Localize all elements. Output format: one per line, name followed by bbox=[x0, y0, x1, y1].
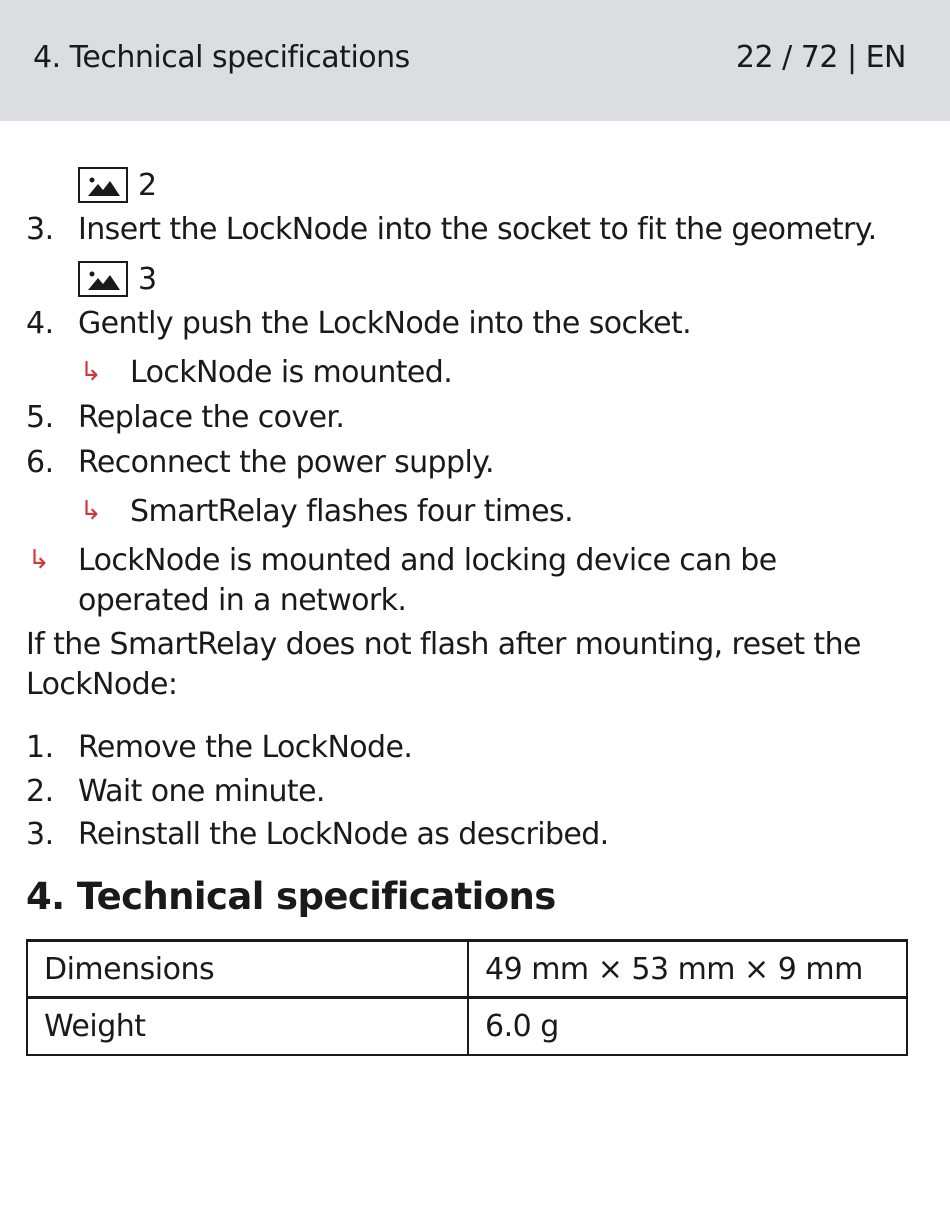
step-text: Replace the cover. bbox=[78, 400, 345, 435]
final-result-line-2: operated in a network. bbox=[78, 583, 407, 618]
step-number: 1. bbox=[26, 730, 54, 765]
image-reference-number: 3 bbox=[138, 262, 158, 297]
header-page-number: 22 / 72 | EN bbox=[735, 40, 906, 75]
result-arrow-icon: ↳ bbox=[28, 545, 50, 575]
step-number: 4. bbox=[26, 306, 54, 341]
table-row bbox=[27, 998, 907, 1055]
spec-value: 6.0 g bbox=[468, 998, 907, 1055]
step-result-text: SmartRelay flashes four times. bbox=[130, 494, 574, 529]
step-number: 5. bbox=[26, 400, 54, 435]
step-number: 2. bbox=[26, 774, 54, 809]
step-number: 6. bbox=[26, 445, 54, 480]
table-row bbox=[27, 941, 907, 998]
step-text: Insert the LockNode into the socket to fit the geometry. bbox=[78, 212, 877, 247]
spec-label: Dimensions bbox=[27, 941, 468, 998]
page-header bbox=[0, 0, 950, 121]
step-text: Wait one minute. bbox=[78, 774, 325, 809]
step-number: 3. bbox=[26, 212, 54, 247]
spec-table bbox=[26, 939, 908, 1056]
step-text: Gently push the LockNode into the socket. bbox=[78, 306, 692, 341]
final-result-line-1: LockNode is mounted and locking device can be bbox=[78, 543, 777, 578]
note-line-2: LockNode: bbox=[26, 667, 178, 702]
result-arrow-icon: ↳ bbox=[80, 357, 102, 387]
section-heading: 4. Technical specifications bbox=[26, 875, 556, 918]
step-text: Reconnect the power supply. bbox=[78, 445, 494, 480]
step-text: Remove the LockNode. bbox=[78, 730, 413, 765]
result-arrow-icon: ↳ bbox=[80, 496, 102, 526]
step-text: Reinstall the LockNode as described. bbox=[78, 817, 609, 852]
header-section-title: 4. Technical specifications bbox=[33, 40, 410, 75]
note-line-1: If the SmartRelay does not flash after mounting, reset the bbox=[26, 627, 861, 662]
image-icon bbox=[78, 261, 128, 297]
image-reference-number: 2 bbox=[138, 168, 158, 203]
step-number: 3. bbox=[26, 817, 54, 852]
spec-value: 49 mm × 53 mm × 9 mm bbox=[468, 941, 907, 998]
spec-label: Weight bbox=[27, 998, 468, 1055]
image-icon bbox=[78, 167, 128, 203]
step-result-text: LockNode is mounted. bbox=[130, 355, 453, 390]
